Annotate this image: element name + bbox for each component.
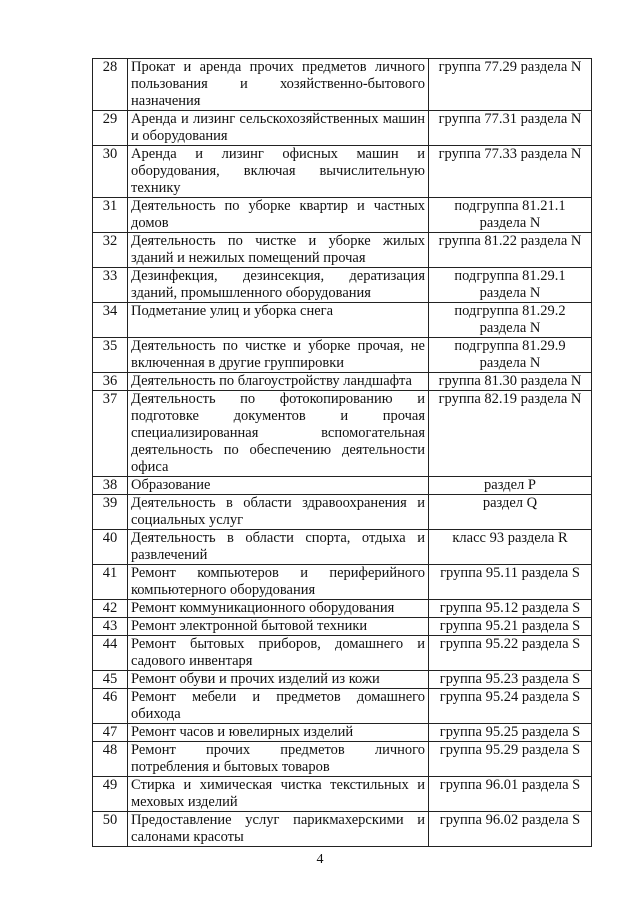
table-row <box>93 530 592 565</box>
okved-code: подгруппа 81.29.2 раздела N <box>429 303 592 338</box>
activity-name: Деятельность по чистке и уборке прочая, не включенная в другие группировки <box>128 338 429 373</box>
activity-name: Ремонт коммуникационного оборудования <box>128 600 429 618</box>
row-number: 38 <box>93 477 128 495</box>
row-number: 45 <box>93 671 128 689</box>
row-number: 48 <box>93 742 128 777</box>
activity-name: Деятельность в области спорта, отдыха и развлечений <box>128 530 429 565</box>
okved-code: группа 77.33 раздела N <box>429 146 592 198</box>
okved-code: группа 96.01 раздела S <box>429 777 592 812</box>
activity-name: Деятельность по чистке и уборке жилых зданий и нежилых помещений прочая <box>128 233 429 268</box>
row-number: 49 <box>93 777 128 812</box>
okved-code: группа 95.11 раздела S <box>429 565 592 600</box>
table-row <box>93 198 592 233</box>
row-number: 40 <box>93 530 128 565</box>
activity-name: Прокат и аренда прочих предметов личного пользования и хозяйственно-бытового назначения <box>128 59 429 111</box>
table-row <box>93 338 592 373</box>
okved-code: группа 81.30 раздела N <box>429 373 592 391</box>
okved-code: группа 95.29 раздела S <box>429 742 592 777</box>
table-row <box>93 59 592 111</box>
row-number: 47 <box>93 724 128 742</box>
row-number: 39 <box>93 495 128 530</box>
okved-code: группа 95.23 раздела S <box>429 671 592 689</box>
okved-code: группа 77.31 раздела N <box>429 111 592 146</box>
row-number: 31 <box>93 198 128 233</box>
row-number: 30 <box>93 146 128 198</box>
activity-name: Ремонт бытовых приборов, домашнего и садового инвентаря <box>128 636 429 671</box>
okved-code: подгруппа 81.29.1 раздела N <box>429 268 592 303</box>
row-number: 33 <box>93 268 128 303</box>
table-row <box>93 268 592 303</box>
row-number: 28 <box>93 59 128 111</box>
table-row <box>93 724 592 742</box>
activity-name: Предоставление услуг парикмахерскими и салонами красоты <box>128 812 429 847</box>
table-row <box>93 111 592 146</box>
table-row <box>93 495 592 530</box>
table-row <box>93 477 592 495</box>
table-row <box>93 777 592 812</box>
table-row <box>93 689 592 724</box>
activity-name: Ремонт прочих предметов личного потребления и бытовых товаров <box>128 742 429 777</box>
okved-code: группа 82.19 раздела N <box>429 391 592 477</box>
okved-code: группа 95.12 раздела S <box>429 600 592 618</box>
table-row <box>93 373 592 391</box>
table-row <box>93 812 592 847</box>
activity-name: Ремонт часов и ювелирных изделий <box>128 724 429 742</box>
activity-name: Деятельность по благоустройству ландшафта <box>128 373 429 391</box>
row-number: 35 <box>93 338 128 373</box>
row-number: 44 <box>93 636 128 671</box>
okved-code: группа 95.25 раздела S <box>429 724 592 742</box>
okved-code: класс 93 раздела R <box>429 530 592 565</box>
activity-name: Ремонт компьютеров и периферийного компьютерного оборудования <box>128 565 429 600</box>
activity-name: Подметание улиц и уборка снега <box>128 303 429 338</box>
row-number: 36 <box>93 373 128 391</box>
okved-code: группа 96.02 раздела S <box>429 812 592 847</box>
row-number: 46 <box>93 689 128 724</box>
okved-code: группа 95.21 раздела S <box>429 618 592 636</box>
table-row <box>93 303 592 338</box>
activity-name: Деятельность в области здравоохранения и социальных услуг <box>128 495 429 530</box>
activity-name: Аренда и лизинг сельскохозяйственных машин и оборудования <box>128 111 429 146</box>
okved-code: группа 77.29 раздела N <box>429 59 592 111</box>
row-number: 42 <box>93 600 128 618</box>
row-number: 41 <box>93 565 128 600</box>
okved-code: группа 95.22 раздела S <box>429 636 592 671</box>
activity-name: Ремонт электронной бытовой техники <box>128 618 429 636</box>
activity-name: Ремонт обуви и прочих изделий из кожи <box>128 671 429 689</box>
table-row <box>93 671 592 689</box>
okved-code: подгруппа 81.29.9 раздела N <box>429 338 592 373</box>
table-body <box>93 59 592 847</box>
activity-name: Образование <box>128 477 429 495</box>
okved-code: раздел P <box>429 477 592 495</box>
table-row <box>93 146 592 198</box>
table-row <box>93 618 592 636</box>
table-row <box>93 600 592 618</box>
table-row <box>93 233 592 268</box>
activity-name: Деятельность по фотокопированию и подготовке документов и прочая специализированная вспомогательная деятельность по обеспечению деятельности офиса <box>128 391 429 477</box>
table-row <box>93 391 592 477</box>
table-row <box>93 636 592 671</box>
row-number: 29 <box>93 111 128 146</box>
table-row <box>93 742 592 777</box>
okved-code: раздел Q <box>429 495 592 530</box>
row-number: 34 <box>93 303 128 338</box>
page-number: 4 <box>316 852 324 867</box>
row-number: 43 <box>93 618 128 636</box>
row-number: 37 <box>93 391 128 477</box>
activity-name: Деятельность по уборке квартир и частных домов <box>128 198 429 233</box>
row-number: 32 <box>93 233 128 268</box>
activity-name: Ремонт мебели и предметов домашнего обихода <box>128 689 429 724</box>
activity-name: Стирка и химическая чистка текстильных и меховых изделий <box>128 777 429 812</box>
okved-code: подгруппа 81.21.1 раздела N <box>429 198 592 233</box>
activity-name: Дезинфекция, дезинсекция, дератизация зданий, промышленного оборудования <box>128 268 429 303</box>
row-number: 50 <box>93 812 128 847</box>
activity-name: Аренда и лизинг офисных машин и оборудования, включая вычислительную технику <box>128 146 429 198</box>
table-row <box>93 565 592 600</box>
activities-table <box>92 58 592 847</box>
okved-code: группа 81.22 раздела N <box>429 233 592 268</box>
okved-code: группа 95.24 раздела S <box>429 689 592 724</box>
